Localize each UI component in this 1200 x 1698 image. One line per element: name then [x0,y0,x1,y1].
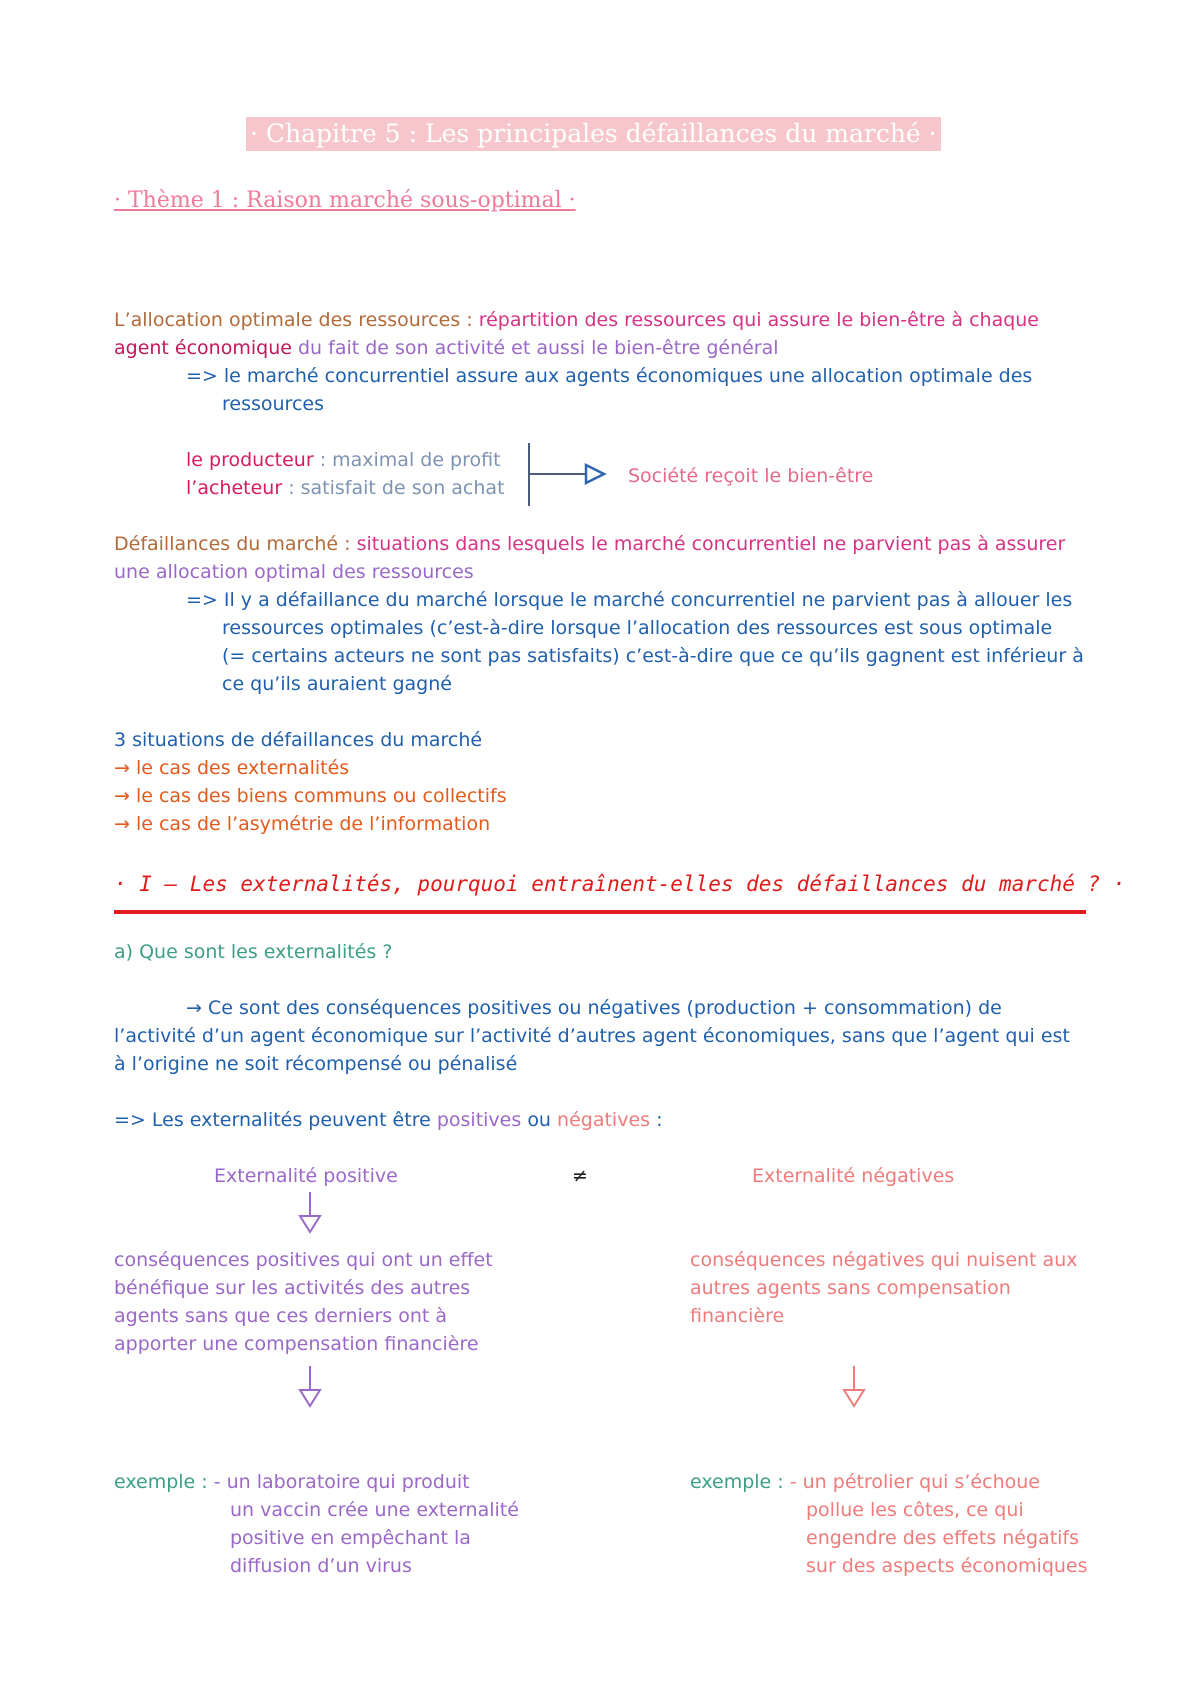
positive-example-line: positive en empêchant la [230,1527,471,1549]
defaillances-def-2: une allocation optimal des ressources [114,561,474,583]
externalites-def-3: à l’origine ne soit récompensé ou pénalisé [114,1053,518,1075]
positive-example-label: exemple : [114,1471,208,1493]
defaillances-arrow-2: ressources optimales (c’est-à-dire lorsque l’allocation des ressources est sous optimale [222,617,1053,639]
externalites-def-2: l’activité d’un agent économique sur l’activité d’autres agent économiques, sans que l’agent qui est [114,1025,1070,1047]
positive-example-line-1 [114,1468,470,1496]
negative-desc-line: autres agents sans compensation [690,1277,1011,1299]
defaillances-arrow-3: (= certains acteurs ne sont pas satisfaits) c’est-à-dire que ce qu’ils gagnent est inférieur à [222,645,1084,667]
types-positive: positives [436,1109,522,1131]
negative-label: Externalité négatives [752,1165,955,1187]
down-arrow-icon [296,1364,324,1410]
section-1-heading: · I – Les externalités, pourquoi entraînent-elles des défaillances du marché ? · [114,872,1126,896]
acheteur-term: l’acheteur [186,477,283,499]
acheteur-def: : satisfait de son achat [288,477,505,499]
allocation-line-1 [114,306,1039,334]
down-arrow-icon [296,1190,324,1236]
subsection-a-heading: a) Que sont les externalités ? [114,941,393,963]
defaillances-arrow-4: ce qu’ils auraient gagné [222,673,452,695]
producteur-term: le producteur [186,449,314,471]
situation-item: → le cas de l’asymétrie de l’information [114,813,491,835]
negative-example-line: sur des aspects économiques [806,1555,1088,1577]
externalites-def-1: → Ce sont des conséquences positives ou négatives (production + consommation) de [186,997,1002,1019]
negative-desc-line: financière [690,1305,785,1327]
societe-result: Société reçoit le bien-être [628,465,874,487]
positive-desc-line: conséquences positives qui ont un effet [114,1249,493,1271]
types-ou: ou [527,1109,551,1131]
negative-example-label: exemple : [690,1471,784,1493]
positive-desc-line: agents sans que ces derniers ont à [114,1305,448,1327]
defaillances-term: Défaillances du marché : [114,533,351,555]
allocation-def-1: répartition des ressources qui assure le bien-être à chaque [478,309,1039,331]
allocation-line-2 [114,334,779,362]
producteur-line [186,446,501,474]
acheteur-line [186,474,505,502]
negative-example-line: engendre des effets négatifs [806,1527,1080,1549]
negative-example-text: - un pétrolier qui s’échoue [789,1471,1040,1493]
down-arrow-icon [840,1364,868,1410]
types-colon: : [656,1109,663,1131]
types-prefix: => Les externalités peuvent être [114,1109,431,1131]
theme-heading: · Thème 1 : Raison marché sous-optimal · [114,188,576,213]
positive-desc-line: apporter une compensation financière [114,1333,479,1355]
positive-example-line: diffusion d’un virus [230,1555,412,1577]
defaillances-def-1: situations dans lesquels le marché concurrentiel ne parvient pas à assurer [356,533,1066,555]
chapter-title: · Chapitre 5 : Les principales défaillances du marché · [246,117,941,151]
allocation-arrow-line-2: ressources [222,393,324,415]
producteur-def: : maximal de profit [319,449,501,471]
negative-desc-line: conséquences négatives qui nuisent aux [690,1249,1078,1271]
situation-item: → le cas des externalités [114,757,350,779]
allocation-arrow-line-1: => le marché concurrentiel assure aux agents économiques une allocation optimale des [186,365,1033,387]
negative-example-line-1 [690,1468,1040,1496]
positive-label: Externalité positive [214,1165,398,1187]
situations-heading: 3 situations de défaillances du marché [114,729,483,751]
negative-example-line: pollue les côtes, ce qui [806,1499,1024,1521]
allocation-agent: agent économique [114,337,292,359]
allocation-term: L’allocation optimale des ressources : [114,309,473,331]
situation-item: → le cas des biens communs ou collectifs [114,785,507,807]
defaillances-arrow-1: => Il y a défaillance du marché lorsque le marché concurrentiel ne parvient pas à allouer les [186,589,1073,611]
defaillances-line-1 [114,530,1065,558]
bracket-arrow-icon [520,440,610,510]
not-equal-sign: ≠ [572,1165,588,1187]
section-1-rule [114,910,1086,914]
positive-example-text: - un laboratoire qui produit [213,1471,470,1493]
positive-example-line: un vaccin crée une externalité [230,1499,519,1521]
externalites-types [114,1106,662,1134]
types-negative: négatives [557,1109,651,1131]
allocation-def-2: du fait de son activité et aussi le bien-être général [297,337,779,359]
positive-desc-line: bénéfique sur les activités des autres [114,1277,471,1299]
